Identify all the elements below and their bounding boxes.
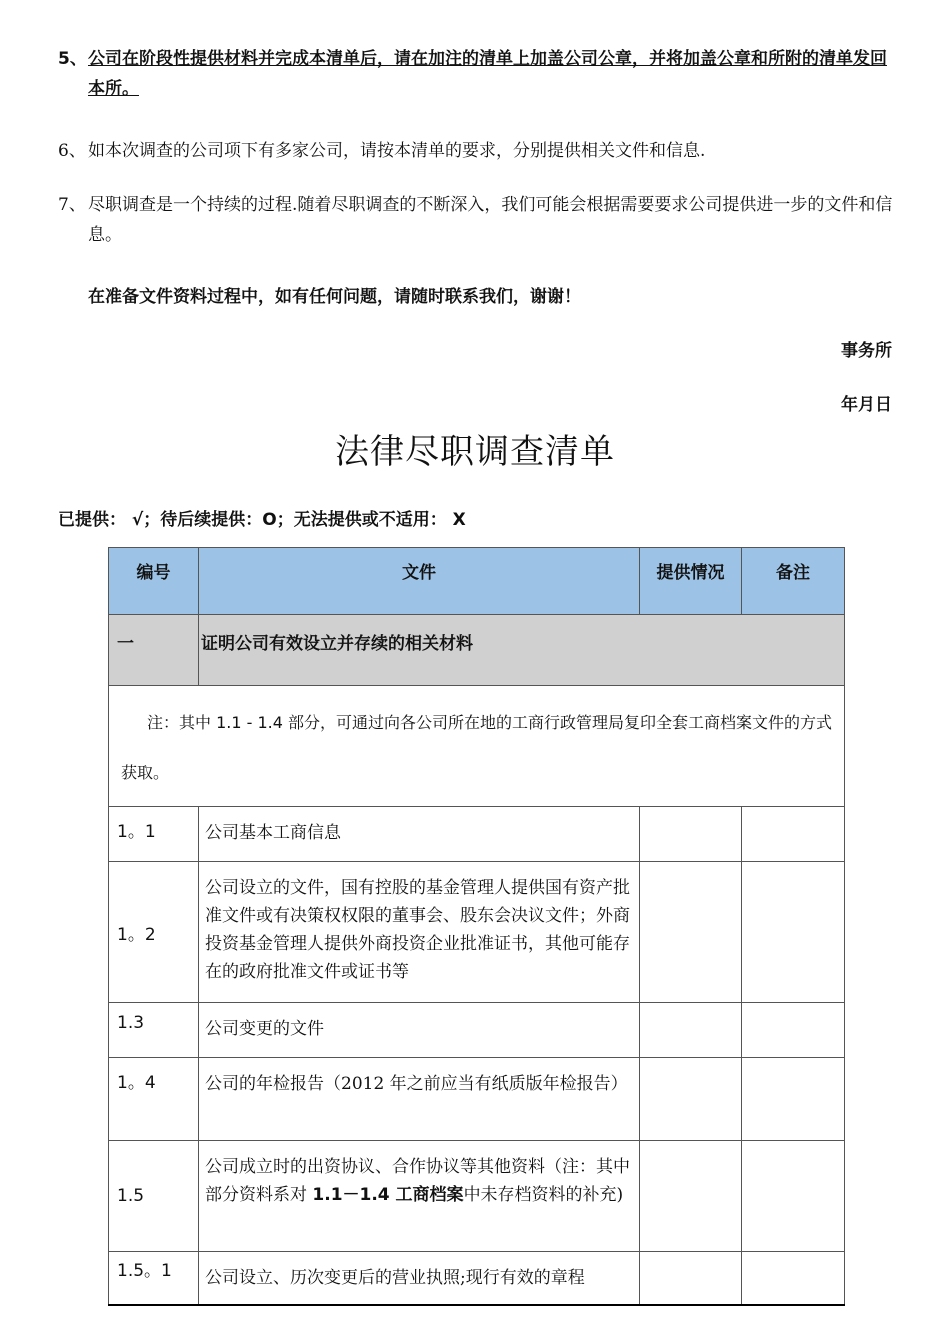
table-row <box>109 1058 845 1141</box>
checklist-table <box>108 547 845 1306</box>
row-status[interactable] <box>640 807 742 862</box>
row-document: 公司基本工商信息 <box>199 807 640 862</box>
signature-firm: 事务所 <box>841 341 892 361</box>
row-document: 公司的年检报告（2012 年之前应当有纸质版年检报告） <box>199 1058 640 1141</box>
row-remark[interactable] <box>742 1003 845 1058</box>
row-status[interactable] <box>640 862 742 1003</box>
status-legend: 已提供： √；待后续提供：O；无法提供或不适用： X <box>58 510 466 530</box>
signature-date: 年月日 <box>841 395 892 415</box>
doc-emphasis: 1.1－1.4 工商档案 <box>312 1185 464 1205</box>
table-row <box>109 1141 845 1252</box>
item-7 <box>58 190 898 250</box>
row-status[interactable] <box>640 1003 742 1058</box>
item-text: 公司在阶段性提供材料并完成本清单后，请在加注的清单上加盖公司公章，并将加盖公章和所附的清单发回本所。 <box>88 49 887 99</box>
table-row <box>109 807 845 862</box>
row-document: 公司设立的文件，国有控股的基金管理人提供国有资产批准文件或有决策权权限的董事会、股东会决议文件；外商投资基金管理人提供外商投资企业批准证书，其他可能存在的政府批准文件或证书等 <box>199 862 640 1003</box>
row-number: 1。2 <box>109 862 199 1003</box>
row-remark[interactable] <box>742 1252 845 1306</box>
doc-text: 公司成立时的出资协议、合作协议等其他资料（注：其中部分资料系对 <box>205 1157 630 1205</box>
row-number: 1。1 <box>109 807 199 862</box>
row-remark[interactable] <box>742 1141 845 1252</box>
row-document <box>199 1141 640 1252</box>
page-title: 法律尽职调查清单 <box>335 432 615 472</box>
closing-remark: 在准备文件资料过程中，如有任何问题，请随时联系我们，谢谢！ <box>88 287 581 307</box>
note-text: 注：其中 1.1 - 1.4 部分，可通过向各公司所在地的工商行政管理局复印全套工商档案文件的方式获取。 <box>109 686 845 807</box>
item-number: 6、 <box>58 141 86 161</box>
item-number: 5、 <box>58 49 87 69</box>
header-remark: 备注 <box>742 548 845 615</box>
row-document: 公司设立、历次变更后的营业执照;现行有效的章程 <box>199 1252 640 1306</box>
table-row <box>109 1252 845 1306</box>
item-6 <box>58 136 898 166</box>
row-status[interactable] <box>640 1141 742 1252</box>
item-text: 如本次调查的公司项下有多家公司，请按本清单的要求，分别提供相关文件和信息. <box>88 141 706 161</box>
table-row <box>109 1003 845 1058</box>
doc-text: 中未存档资料的补充) <box>463 1185 624 1205</box>
header-status: 提供情况 <box>640 548 742 615</box>
row-number: 1。4 <box>109 1058 199 1141</box>
item-5 <box>58 44 898 104</box>
table-row <box>109 862 845 1003</box>
row-status[interactable] <box>640 1252 742 1306</box>
section-title: 证明公司有效设立并存续的相关材料 <box>199 615 845 686</box>
item-text: 尽职调查是一个持续的过程.随着尽职调查的不断深入，我们可能会根据需要要求公司提供进一步的文件和信息。 <box>88 195 893 245</box>
table-header-row <box>109 548 845 615</box>
section-number: 一 <box>109 615 199 686</box>
row-remark[interactable] <box>742 1058 845 1141</box>
row-status[interactable] <box>640 1058 742 1141</box>
row-number: 1.5 <box>109 1141 199 1252</box>
section-row <box>109 615 845 686</box>
header-no: 编号 <box>109 548 199 615</box>
note-row <box>109 686 845 807</box>
row-remark[interactable] <box>742 862 845 1003</box>
row-number: 1.5。1 <box>109 1252 199 1306</box>
row-number: 1.3 <box>109 1003 199 1058</box>
header-doc: 文件 <box>199 548 640 615</box>
row-document: 公司变更的文件 <box>199 1003 640 1058</box>
row-remark[interactable] <box>742 807 845 862</box>
item-number: 7、 <box>58 195 86 215</box>
